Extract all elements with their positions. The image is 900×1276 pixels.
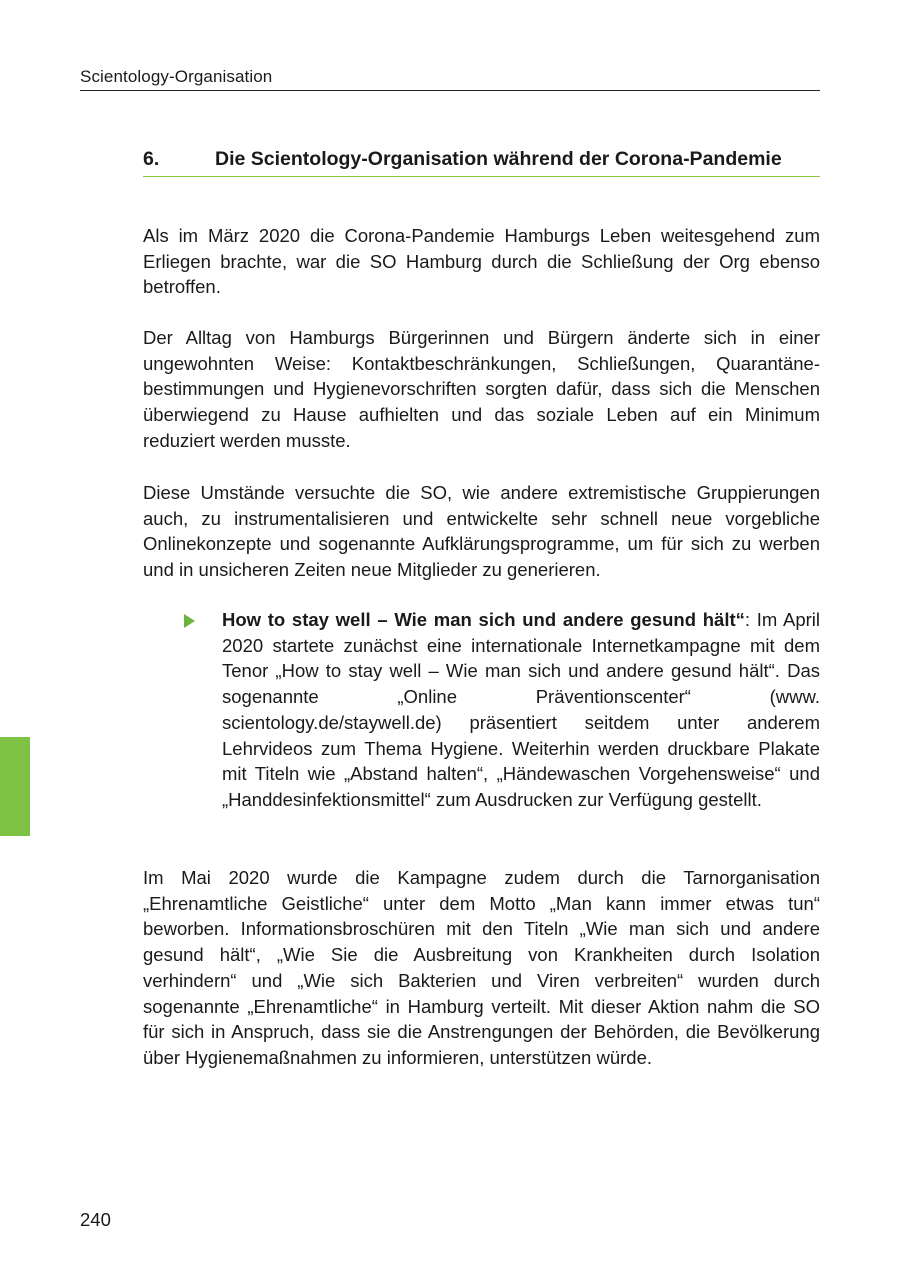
- bullet-item-how-to-stay-well: [181, 607, 820, 813]
- triangle-right-icon: [181, 607, 222, 813]
- paragraph-daily-life: Der Alltag von Hamburgs Bürgerinnen und Bürgern änderte sich in einer ungewohnten Weise: Kontaktbeschränkungen, Schließungen, Quarantänebestimmungen und Hygienevorschriften sorgten dafür, dass sich die Menschen überwiegend zu Hause aufhielten und das soziale Leben auf ein Minimum reduziert werden musste.: [143, 327, 820, 451]
- section-title: Die Scientology-Organisation während der Corona-Pandemie: [215, 148, 782, 170]
- bullet-bold-lead: How to stay well – Wie man sich und andere gesund hält“: [222, 609, 745, 630]
- chapter-side-tab: [0, 737, 30, 836]
- running-header: Scientology-Organisation: [80, 66, 820, 91]
- paragraph-intro: Als im März 2020 die Corona-Pandemie Hamburgs Leben weitesgehend zum Erliegen brachte, war die SO Hamburg durch die Schließung der Org ebenso betroffen.: [143, 225, 820, 298]
- paragraph-may-campaign: Im Mai 2020 wurde die Kampagne zudem durch die Tarnorganisation „Ehrenamtliche Geistliche“ unter dem Motto „Man kann immer etwas tun“ beworben. Informationsbroschüren mit den Titeln „Wie man sich und andere gesund hält“, „Wie Sie die Ausbreitung von Krankheiten durch Isolation verhindern“ und „Wie sich Bakterien und Viren verbreiten“ wurden durch sogenannte „Ehrenamtliche“ in Hamburg verteilt. Mit dieser Aktion nahm die SO für sich in Anspruch, dass sie die Anstrengungen der Behörden, die Bevölkerung über Hygienemaßnahmen zu informieren, unterstützen würde.: [143, 867, 820, 1068]
- page-number: 240: [80, 1209, 111, 1230]
- paragraph-instrumentalisation: Diese Umstände versuchte die SO, wie andere extremistische Gruppierungen auch, zu instrumentalisieren und entwickelte sehr schnell neue vorgebliche Onlinekonzepte und sogenannte Aufklärungsprogramme, um für sich zu werben und in unsicheren Zeiten neue Mitglieder zu generieren.: [143, 482, 820, 581]
- bullet-paragraph: [222, 607, 820, 813]
- bullet-body: : Im April 2020 startete zunächst eine internationale Internetkampagne mit dem Tenor „How to stay well – Wie man sich und andere gesund hält“. Das sogenannte „Online Präventionscenter“ (www. scientology.de/staywell.de) präsentiert seitdem unter anderem Lehrvideos zum Thema Hygiene. Weiterhin werden druckbare Plakate mit Titeln wie „Abstand halten“, „Händewaschen Vorgehensweise“ und „Handdesinfektionsmittel“ zum Ausdrucken zur Verfügung gestellt.: [222, 609, 820, 810]
- section-number: 6.: [143, 148, 160, 170]
- section-heading: [143, 146, 820, 177]
